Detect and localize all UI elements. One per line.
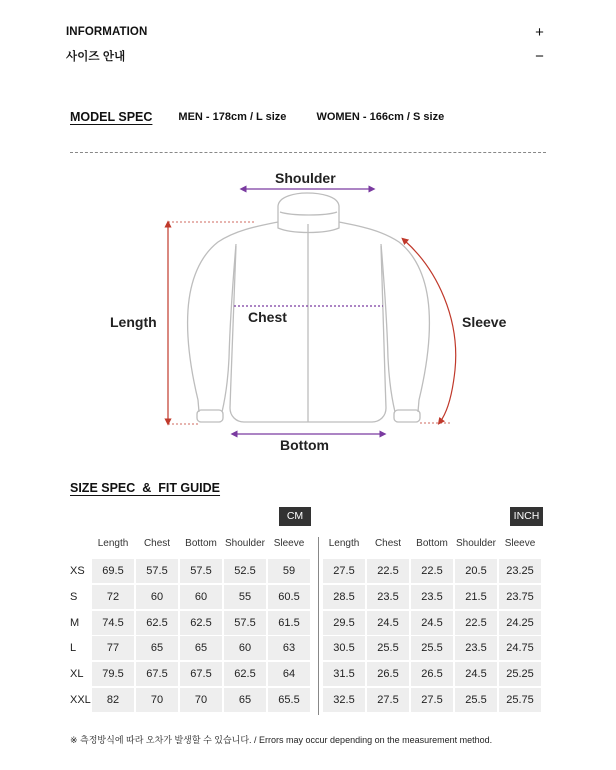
cm-table-cell: 65 <box>180 636 222 660</box>
cm-table-cell: 62.5 <box>180 611 222 635</box>
size-label: XL <box>70 668 84 680</box>
inch-column-header: Sleeve <box>504 538 536 549</box>
inch-table-cell: 32.5 <box>323 688 365 712</box>
footnote: ※ 측정방식에 따라 오차가 발생할 수 있습니다. / Errors may occur depending on the measurement method. <box>70 735 493 745</box>
cm-table-row <box>92 636 312 660</box>
inch-table-cell: 23.5 <box>455 636 497 660</box>
cm-table-cell: 60 <box>180 585 222 609</box>
size-label: L <box>70 642 77 654</box>
inch-table-cell: 26.5 <box>367 662 409 686</box>
inch-table-cell: 26.5 <box>411 662 453 686</box>
inch-column-header: Length <box>328 538 360 549</box>
inch-table-row <box>323 559 543 583</box>
inch-table-cell: 25.25 <box>499 662 541 686</box>
inch-table-cell: 25.5 <box>455 688 497 712</box>
cm-table-cell: 77 <box>92 636 134 660</box>
inch-table-cell: 24.5 <box>367 611 409 635</box>
cm-table-cell: 57.5 <box>224 611 266 635</box>
inch-table-cell: 27.5 <box>411 688 453 712</box>
cm-table-cell: 74.5 <box>92 611 134 635</box>
cm-table-cell: 72 <box>92 585 134 609</box>
inch-table-cell: 27.5 <box>323 559 365 583</box>
cm-column-header: Chest <box>143 538 171 549</box>
cm-table-cell: 57.5 <box>180 559 222 583</box>
size-guide-label: 사이즈 안내 <box>66 51 126 63</box>
inch-table-cell: 25.5 <box>411 636 453 660</box>
cm-table-row <box>92 611 312 635</box>
cm-column-header: Sleeve <box>273 538 305 549</box>
inch-table-cell: 28.5 <box>323 585 365 609</box>
inch-table-cell: 24.25 <box>499 611 541 635</box>
minus-icon[interactable]: − <box>535 47 544 65</box>
model-spec <box>70 108 444 126</box>
length-label: Length <box>110 314 157 330</box>
cm-table-cell: 59 <box>268 559 310 583</box>
cm-table-cell: 57.5 <box>136 559 178 583</box>
cm-column-header: Shoulder <box>224 538 266 549</box>
cm-table-cell: 52.5 <box>224 559 266 583</box>
cm-unit-badge: CM <box>279 507 311 526</box>
inch-table-cell: 23.25 <box>499 559 541 583</box>
inch-table-row <box>323 585 543 609</box>
jacket-outline <box>188 193 430 422</box>
cm-table-row <box>92 585 312 609</box>
cm-table-cell: 82 <box>92 688 134 712</box>
information-accordion-header[interactable] <box>66 23 546 41</box>
cm-table-cell: 69.5 <box>92 559 134 583</box>
cm-table-cell: 63 <box>268 636 310 660</box>
inch-table-cell: 30.5 <box>323 636 365 660</box>
inch-unit-badge: INCH <box>510 507 543 526</box>
shoulder-label: Shoulder <box>275 170 336 186</box>
cm-table-cell: 64 <box>268 662 310 686</box>
cm-table-cell: 70 <box>136 688 178 712</box>
inch-table-cell: 22.5 <box>455 611 497 635</box>
dashed-divider <box>70 152 546 153</box>
bottom-label: Bottom <box>280 437 329 453</box>
inch-table-row <box>323 611 543 635</box>
cm-table-row <box>92 662 312 686</box>
model-spec-title: MODEL SPEC <box>70 110 153 124</box>
cm-column-header: Length <box>97 538 129 549</box>
cm-table-cell: 79.5 <box>92 662 134 686</box>
size-label: XS <box>70 565 85 577</box>
cm-table-cell: 65 <box>136 636 178 660</box>
inch-table-cell: 23.5 <box>411 585 453 609</box>
sleeve-label: Sleeve <box>462 314 507 330</box>
size-spec-title: SIZE SPEC & FIT GUIDE <box>70 481 221 495</box>
inch-table-row <box>323 662 543 686</box>
inch-table-cell: 20.5 <box>455 559 497 583</box>
plus-icon[interactable]: + <box>535 23 544 41</box>
cm-table-cell: 55 <box>224 585 266 609</box>
size-label: XXL <box>70 694 91 706</box>
chest-label: Chest <box>248 309 287 325</box>
inch-column-header: Chest <box>374 538 402 549</box>
inch-table-cell: 24.5 <box>455 662 497 686</box>
cm-table-cell: 65.5 <box>268 688 310 712</box>
inch-table-cell: 23.75 <box>499 585 541 609</box>
cm-table-cell: 60 <box>136 585 178 609</box>
cm-table-cell: 65 <box>224 688 266 712</box>
inch-table-cell: 23.5 <box>367 585 409 609</box>
cm-column-header: Bottom <box>185 538 217 549</box>
inch-table-cell: 25.5 <box>367 636 409 660</box>
model-spec-men: MEN - 178cm / L size <box>178 111 287 123</box>
inch-table-cell: 27.5 <box>367 688 409 712</box>
size-guide-accordion-header[interactable] <box>66 47 546 65</box>
cm-table-cell: 67.5 <box>136 662 178 686</box>
jacket-measurement-diagram <box>0 160 616 460</box>
information-label: INFORMATION <box>66 26 148 38</box>
inch-column-header: Shoulder <box>455 538 497 549</box>
inch-table-cell: 31.5 <box>323 662 365 686</box>
inch-table-cell: 29.5 <box>323 611 365 635</box>
inch-table-row <box>323 688 543 712</box>
inch-table-cell: 21.5 <box>455 585 497 609</box>
inch-table-row <box>323 636 543 660</box>
model-spec-women: WOMEN - 166cm / S size <box>316 111 445 123</box>
cm-table-cell: 67.5 <box>180 662 222 686</box>
cm-table-row <box>92 688 312 712</box>
table-divider <box>318 537 319 715</box>
cm-table-cell: 60 <box>224 636 266 660</box>
cm-table-cell: 60.5 <box>268 585 310 609</box>
cm-table-cell: 61.5 <box>268 611 310 635</box>
inch-column-header: Bottom <box>416 538 448 549</box>
size-label: S <box>70 591 78 603</box>
inch-table-cell: 25.75 <box>499 688 541 712</box>
inch-table-cell: 24.75 <box>499 636 541 660</box>
cm-table-row <box>92 559 312 583</box>
inch-table-cell: 22.5 <box>411 559 453 583</box>
cm-table-cell: 62.5 <box>224 662 266 686</box>
cm-table-cell: 70 <box>180 688 222 712</box>
inch-table-cell: 24.5 <box>411 611 453 635</box>
size-label: M <box>70 617 80 629</box>
inch-table-cell: 22.5 <box>367 559 409 583</box>
cm-table-cell: 62.5 <box>136 611 178 635</box>
